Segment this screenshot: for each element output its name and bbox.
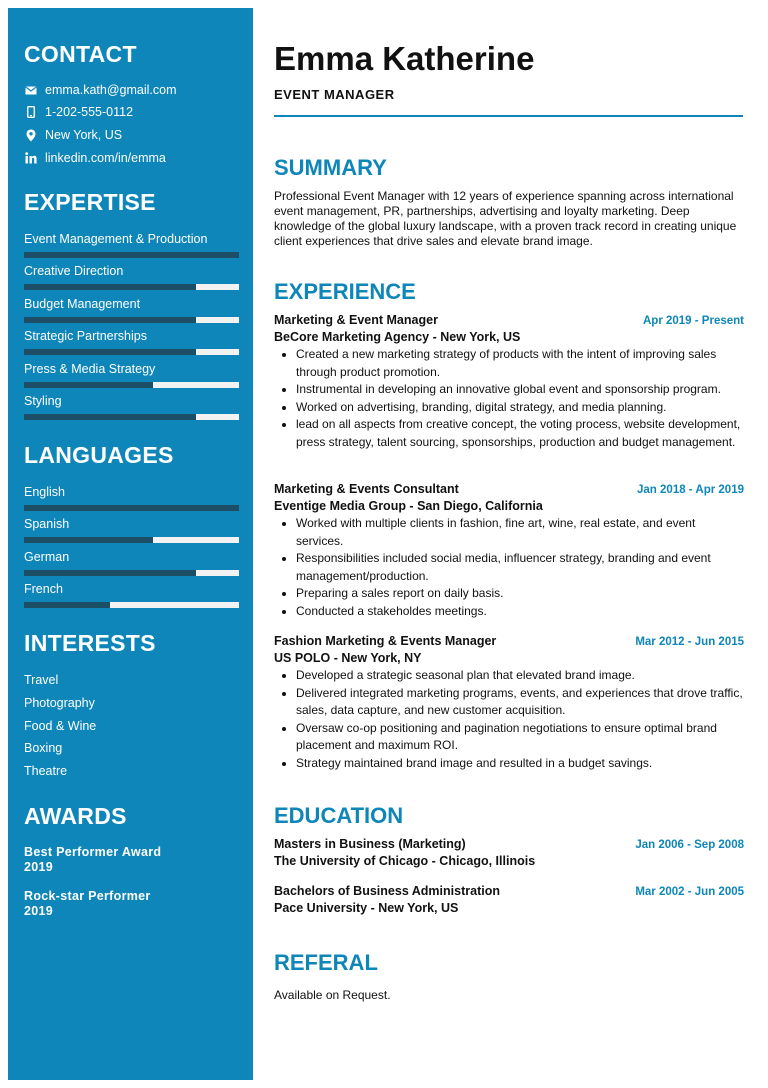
expertise-label: Creative Direction	[24, 264, 124, 279]
expertise-label: Styling	[24, 394, 62, 408]
job-bullet: • Strategy maintained brand image and resulted in a budget savings.	[296, 755, 744, 773]
job-bullets	[274, 346, 744, 451]
language-bar-fill	[24, 505, 239, 511]
language-label: German	[24, 549, 70, 564]
job-bullet: • Worked with multiple clients in fashion, fine art, wine, real estate, and event services.	[296, 515, 744, 550]
expertise-bar	[24, 349, 239, 355]
interest-item: Photography	[24, 695, 95, 710]
language-bar-fill	[24, 570, 196, 576]
job-header	[274, 313, 744, 327]
education-degree: Masters in Business (Marketing)	[274, 837, 466, 851]
expertise-bar-fill	[24, 284, 196, 290]
sidebar	[8, 8, 253, 1080]
linkedin-icon	[24, 152, 38, 164]
contact-phone[interactable]	[24, 104, 133, 120]
job-date: Mar 2012 - Jun 2015	[635, 636, 744, 648]
job-entry	[274, 313, 744, 451]
job-bullet: • Developed a strategic seasonal plan that elevated brand image.	[296, 667, 744, 685]
expertise-bar-fill	[24, 349, 196, 355]
education-entry	[274, 837, 744, 868]
expertise-bar	[24, 414, 239, 420]
job-company: Eventige Media Group - San Diego, California	[274, 499, 543, 513]
expertise-bar-fill	[24, 252, 239, 258]
award-year: 2019	[24, 904, 54, 918]
summary-text: Professional Event Manager with 12 years of experience spanning across international event management, PR, partnerships, advertising and loyalty marketing. Deep knowledge of the global luxury landscape, with a proven track record in creating unique client experiences that drive sales and elevate brand image.	[274, 189, 737, 248]
job-date: Apr 2019 - Present	[643, 315, 744, 327]
language-bar-fill	[24, 602, 110, 608]
expertise-bar	[24, 252, 239, 258]
job-header	[274, 634, 744, 648]
language-bar-fill	[24, 537, 153, 543]
award-item	[24, 889, 151, 919]
job-bullet: • Responsibilities included social media, influencer strategy, branding and event management/production.	[296, 550, 744, 585]
job-header	[274, 482, 744, 496]
language-bar	[24, 505, 239, 511]
job-title: Fashion Marketing & Events Manager	[274, 634, 497, 648]
job-company: BeCore Marketing Agency - New York, US	[274, 330, 521, 344]
job-entry	[274, 482, 744, 620]
language-bar	[24, 602, 239, 608]
expertise-heading: EXPERTISE	[24, 189, 156, 215]
job-bullets	[274, 515, 744, 620]
expertise-item	[24, 232, 239, 258]
language-bar	[24, 537, 239, 543]
language-item	[24, 485, 239, 511]
expertise-item	[24, 297, 239, 323]
language-item	[24, 582, 239, 608]
location-pin-icon	[24, 129, 38, 142]
education-header	[274, 837, 744, 851]
phone-text: 1-202-555-0112	[45, 105, 134, 119]
contact-email[interactable]	[24, 82, 176, 98]
award-item	[24, 845, 161, 875]
job-bullet: • Created a new marketing strategy of products with the intent of improving sales through product promotion.	[296, 346, 744, 381]
location-text: New York, US	[45, 128, 123, 142]
referal-heading: REFERAL	[274, 950, 378, 975]
language-item	[24, 550, 239, 576]
interest-item: Theatre	[24, 764, 68, 779]
language-item	[24, 517, 239, 543]
interest-item: Boxing	[24, 741, 63, 756]
expertise-label: Strategic Partnerships	[24, 329, 147, 344]
language-label: English	[24, 485, 65, 499]
contact-linkedin[interactable]	[24, 150, 166, 166]
interests-heading: INTERESTS	[24, 630, 156, 656]
education-header	[274, 884, 744, 898]
header-divider	[274, 115, 743, 117]
education-school: The University of Chicago - Chicago, Illinois	[274, 854, 536, 868]
expertise-bar	[24, 317, 239, 323]
email-text: emma.kath@gmail.com	[45, 83, 177, 97]
language-label: French	[24, 582, 63, 597]
expertise-item	[24, 394, 239, 420]
interest-item: Food & Wine	[24, 718, 97, 733]
expertise-item	[24, 264, 239, 290]
referal-text: Available on Request.	[274, 988, 391, 1002]
award-year: 2019	[24, 860, 54, 874]
phone-icon	[24, 106, 38, 118]
job-bullet: • Conducted a stakeholdes meetings.	[296, 603, 744, 621]
job-bullet: • Worked on advertising, branding, digital strategy, and media planning.	[296, 399, 744, 417]
summary-heading: SUMMARY	[274, 155, 387, 180]
job-bullet: • Delivered integrated marketing programs, events, and experiences that drove traffic, sales, data capture, and new customer acquisition.	[296, 685, 744, 720]
education-date: Jan 2006 - Sep 2008	[635, 839, 744, 851]
candidate-role: EVENT MANAGER	[274, 87, 395, 102]
job-title: Marketing & Events Consultant	[274, 482, 459, 496]
job-date: Jan 2018 - Apr 2019	[637, 484, 744, 496]
linkedin-text: linkedin.com/in/emma	[45, 151, 166, 165]
education-degree: Bachelors of Business Administration	[274, 884, 500, 898]
education-school: Pace University - New York, US	[274, 901, 459, 915]
experience-heading: EXPERIENCE	[274, 279, 416, 304]
interest-item: Travel	[24, 673, 59, 687]
expertise-bar	[24, 284, 239, 290]
job-bullet: • Instrumental in developing an innovative global event and sponsorship program.	[296, 381, 744, 399]
expertise-label: Budget Management	[24, 296, 141, 311]
job-bullets	[274, 667, 744, 772]
expertise-bar-fill	[24, 317, 196, 323]
awards-heading: AWARDS	[24, 803, 127, 829]
education-heading: EDUCATION	[274, 803, 404, 828]
language-label: Spanish	[24, 517, 70, 532]
expertise-label: Event Management & Production	[24, 232, 208, 246]
contact-heading: CONTACT	[24, 41, 137, 67]
education-date: Mar 2002 - Jun 2005	[635, 886, 744, 898]
job-bullet: • lead on all aspects from creative concept, the voting process, website development, press strategy, talent sourcing, sponsorships, production and budget management.	[296, 416, 744, 451]
languages-heading: LANGUAGES	[24, 442, 174, 468]
expertise-bar-fill	[24, 382, 153, 388]
job-title: Marketing & Event Manager	[274, 313, 438, 327]
job-bullet: • Preparing a sales report on daily basis.	[296, 585, 744, 603]
expertise-bar	[24, 382, 239, 388]
language-bar	[24, 570, 239, 576]
expertise-item	[24, 362, 239, 388]
mail-icon	[24, 86, 38, 95]
award-name: Best Performer Award	[24, 845, 162, 859]
job-company: US POLO - New York, NY	[274, 651, 422, 665]
expertise-item	[24, 329, 239, 355]
job-entry	[274, 634, 744, 772]
expertise-label: Press & Media Strategy	[24, 361, 156, 376]
job-bullet: • Oversaw co-op positioning and pagination negotiations to ensure optimal brand placement and maximum ROI.	[296, 720, 744, 755]
contact-location	[24, 127, 122, 143]
education-entry	[274, 884, 744, 915]
award-name: Rock-star Performer	[24, 889, 151, 903]
expertise-bar-fill	[24, 414, 196, 420]
candidate-name: Emma Katherine	[274, 40, 535, 77]
